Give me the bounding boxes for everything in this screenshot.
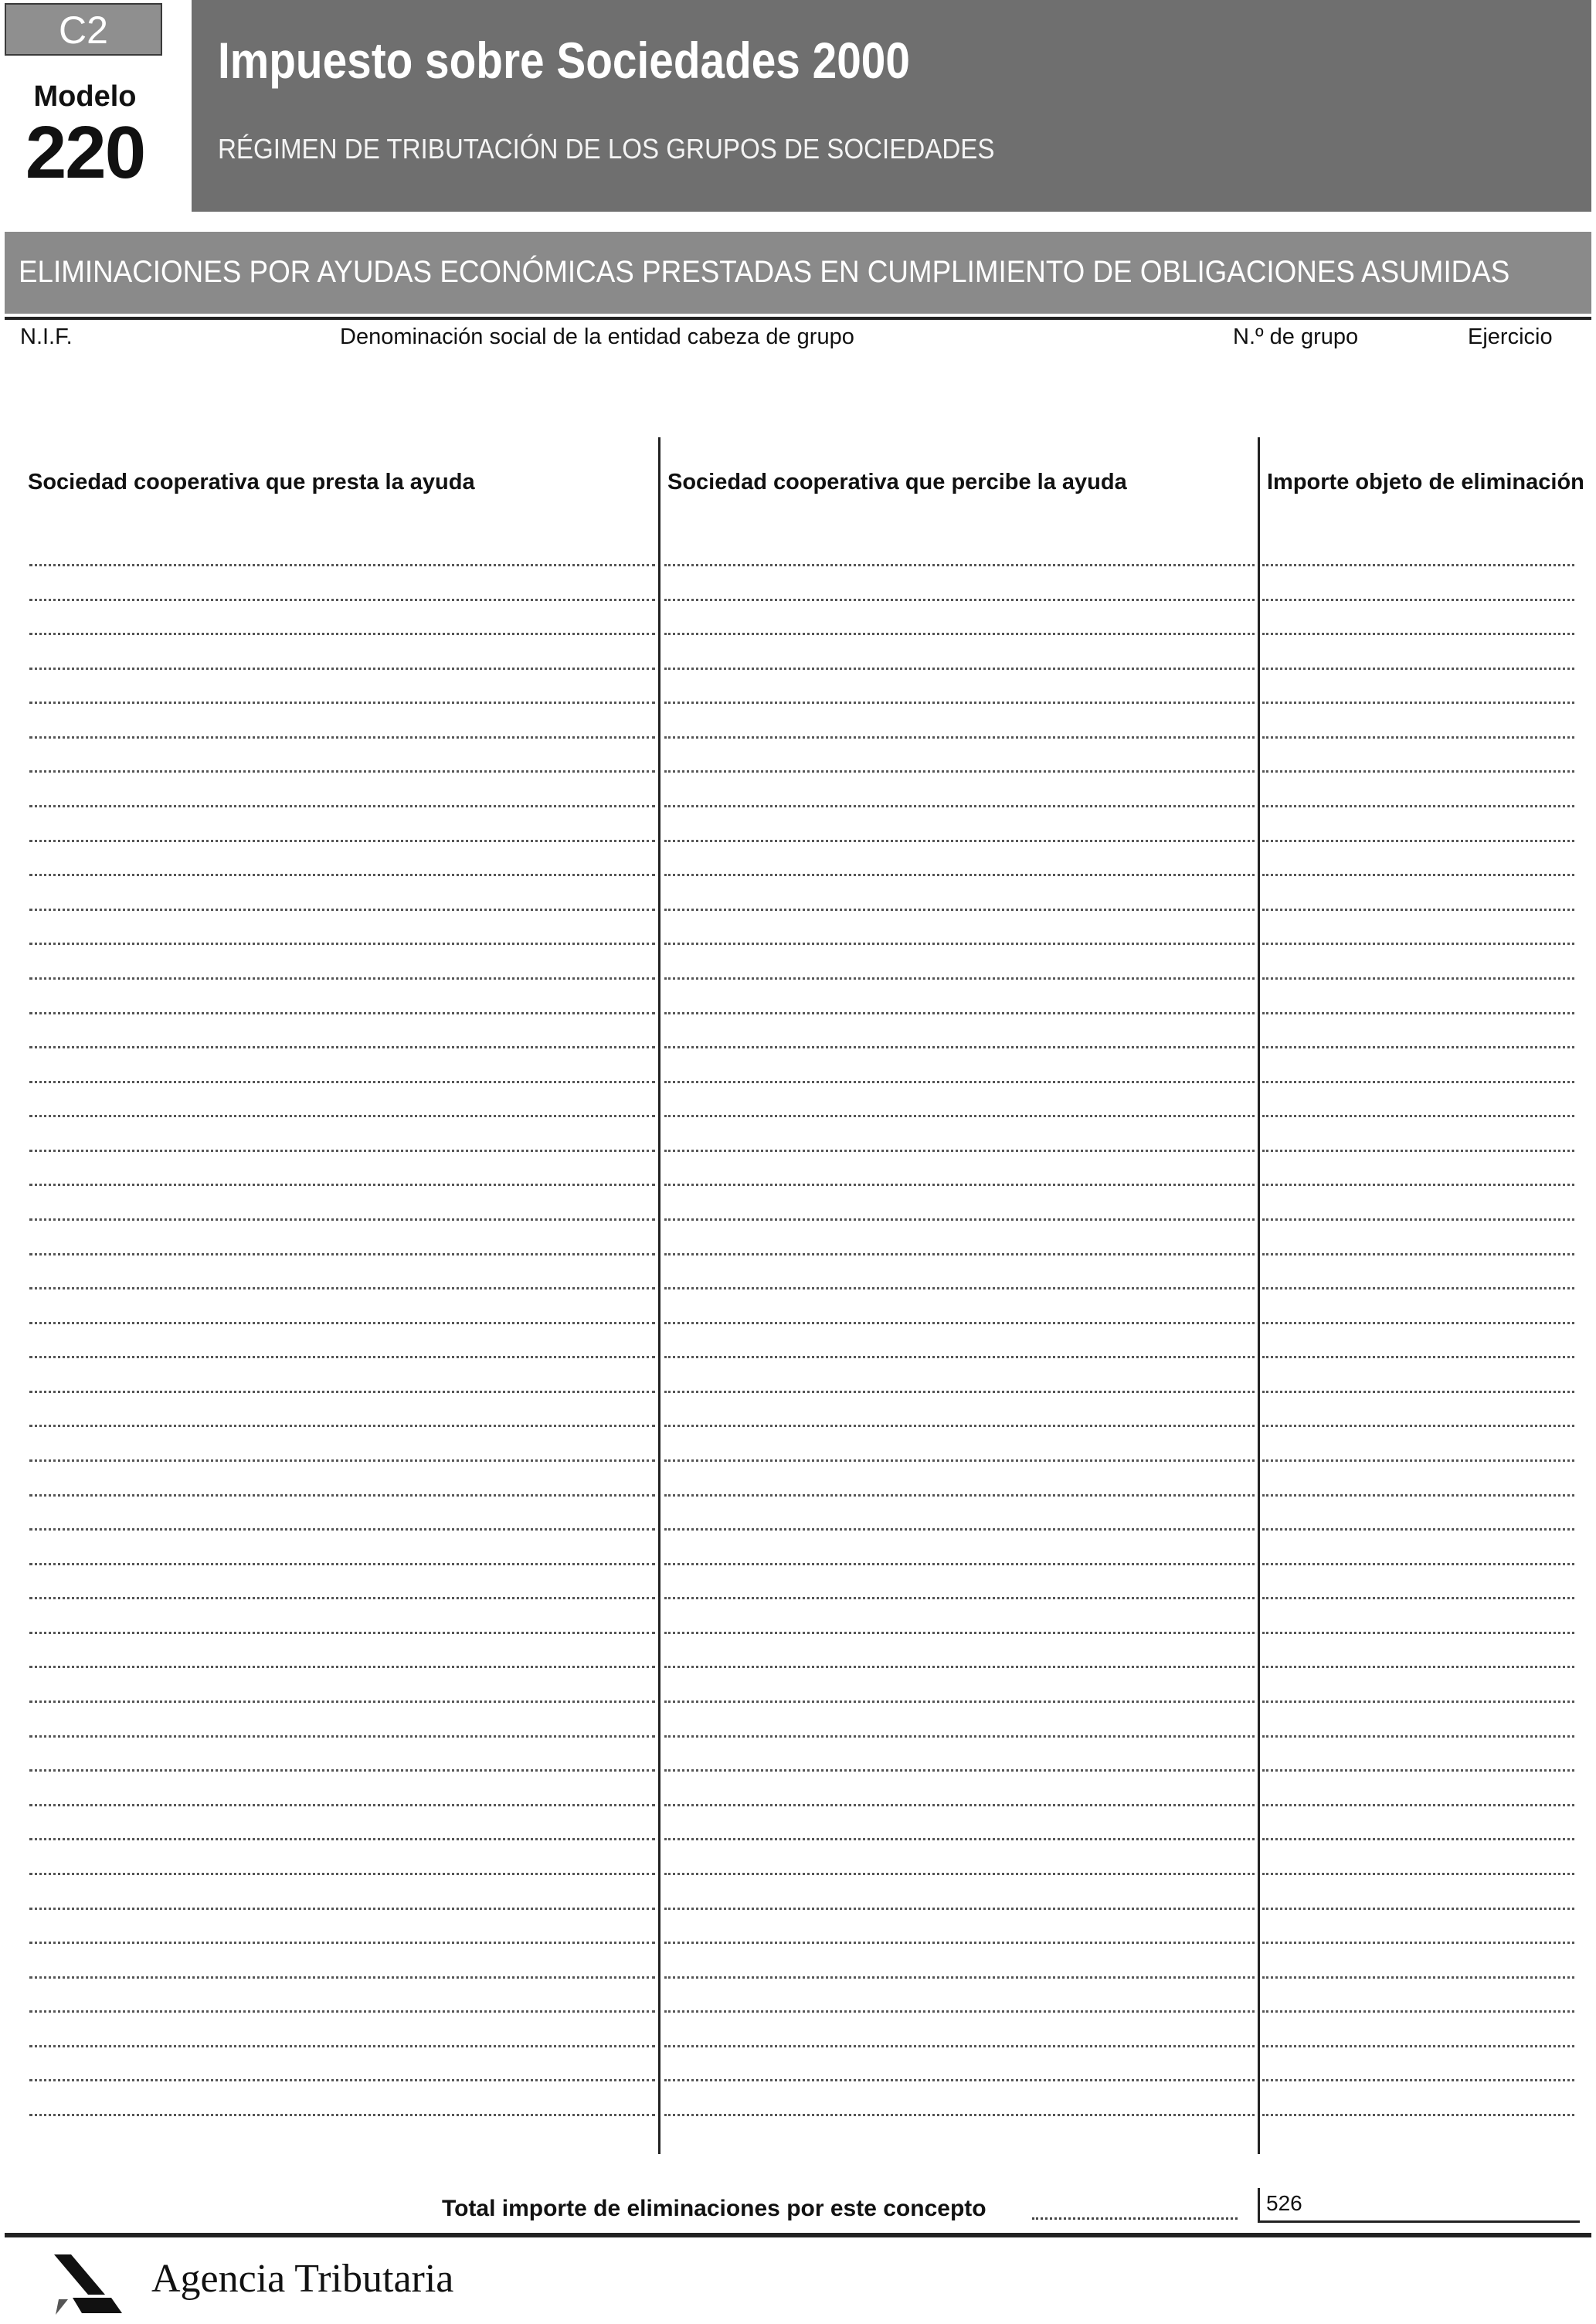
- presta-entry-line[interactable]: [29, 1012, 655, 1014]
- importe-entry-line[interactable]: [1262, 1769, 1574, 1772]
- percibe-entry-line[interactable]: [664, 564, 1255, 566]
- importe-entry-line[interactable]: [1262, 702, 1574, 704]
- percibe-entry-line[interactable]: [664, 1838, 1255, 1840]
- importe-entry-line[interactable]: [1262, 1322, 1574, 1324]
- percibe-entry-line[interactable]: [664, 1115, 1255, 1117]
- presta-entry-line[interactable]: [29, 1459, 655, 1462]
- presta-entry-line[interactable]: [29, 1184, 655, 1186]
- agency-name: Agencia Tributaria: [151, 2257, 454, 2301]
- importe-entry-line[interactable]: [1262, 1184, 1574, 1186]
- importe-entry-line[interactable]: [1262, 1425, 1574, 1427]
- total-box-code: 526: [1266, 2191, 1302, 2215]
- importe-entry-line[interactable]: [1262, 909, 1574, 911]
- percibe-entry-line[interactable]: [664, 736, 1255, 739]
- percibe-entry-line[interactable]: [664, 1735, 1255, 1738]
- percibe-entry-line[interactable]: [664, 633, 1255, 635]
- presta-entry-line[interactable]: [29, 1528, 655, 1531]
- presta-entry-line[interactable]: [29, 1701, 655, 1703]
- importe-entry-line[interactable]: [1262, 2010, 1574, 2013]
- presta-entry-line[interactable]: [29, 736, 655, 739]
- percibe-entry-line[interactable]: [664, 770, 1255, 773]
- importe-entry-line[interactable]: [1262, 2079, 1574, 2081]
- percibe-entry-line[interactable]: [664, 1528, 1255, 1531]
- column-header-percibe: Sociedad cooperativa que percibe la ayuda: [667, 470, 1127, 494]
- presta-entry-line[interactable]: [29, 1769, 655, 1772]
- importe-entry-line[interactable]: [1262, 1218, 1574, 1221]
- percibe-entry-line[interactable]: [664, 840, 1255, 842]
- column-divider: [658, 437, 660, 2154]
- presta-entry-line[interactable]: [29, 2079, 655, 2081]
- form-subtitle: RÉGIMEN DE TRIBUTACIÓN DE LOS GRUPOS DE SOCIEDADES: [218, 133, 995, 165]
- importe-entry-line[interactable]: [1262, 1563, 1574, 1565]
- presta-entry-line[interactable]: [29, 770, 655, 773]
- presta-entry-line[interactable]: [29, 909, 655, 911]
- form-code-box: [5, 3, 162, 56]
- percibe-entry-line[interactable]: [664, 1873, 1255, 1875]
- presta-entry-line[interactable]: [29, 1253, 655, 1255]
- presta-entry-line[interactable]: [29, 943, 655, 945]
- importe-entry-line[interactable]: [1262, 1908, 1574, 1910]
- section-bar: [5, 232, 1591, 314]
- percibe-entry-line[interactable]: [664, 1046, 1255, 1048]
- importe-entry-line[interactable]: [1262, 1701, 1574, 1703]
- presta-entry-line[interactable]: [29, 1838, 655, 1840]
- presta-entry-line[interactable]: [29, 1632, 655, 1634]
- column-header-importe: Importe objeto de eliminación: [1267, 470, 1584, 494]
- percibe-entry-line[interactable]: [664, 702, 1255, 704]
- presta-entry-line[interactable]: [29, 564, 655, 566]
- percibe-entry-line[interactable]: [664, 1632, 1255, 1634]
- importe-entry-line[interactable]: [1262, 1804, 1574, 1806]
- importe-entry-line[interactable]: [1262, 1873, 1574, 1875]
- total-label: Total importe de eliminaciones por este concepto: [442, 2196, 986, 2221]
- importe-entry-line[interactable]: [1262, 1115, 1574, 1117]
- percibe-entry-line[interactable]: [664, 2045, 1255, 2047]
- presta-entry-line[interactable]: [29, 1115, 655, 1117]
- nif-label: N.I.F.: [20, 324, 73, 349]
- column-header-presta: Sociedad cooperativa que presta la ayuda: [28, 470, 475, 494]
- presta-entry-line[interactable]: [29, 1287, 655, 1289]
- presta-entry-line[interactable]: [29, 1150, 655, 1152]
- percibe-entry-line[interactable]: [664, 1081, 1255, 1083]
- percibe-entry-line[interactable]: [664, 1253, 1255, 1255]
- percibe-entry-line[interactable]: [664, 2114, 1255, 2116]
- percibe-entry-line[interactable]: [664, 1942, 1255, 1944]
- percibe-entry-line[interactable]: [664, 805, 1255, 807]
- importe-entry-line[interactable]: [1262, 1632, 1574, 1634]
- percibe-entry-line[interactable]: [664, 874, 1255, 876]
- presta-entry-line[interactable]: [29, 805, 655, 807]
- presta-entry-line[interactable]: [29, 874, 655, 876]
- importe-entry-line[interactable]: [1262, 1046, 1574, 1048]
- importe-entry-line[interactable]: [1262, 840, 1574, 842]
- percibe-entry-line[interactable]: [664, 1356, 1255, 1358]
- ejercicio-label: Ejercicio: [1468, 324, 1553, 349]
- presta-entry-line[interactable]: [29, 1322, 655, 1324]
- percibe-entry-line[interactable]: [664, 1769, 1255, 1772]
- form-code: C2: [59, 8, 108, 52]
- presta-entry-line[interactable]: [29, 1873, 655, 1875]
- importe-entry-line[interactable]: [1262, 2045, 1574, 2047]
- total-amount-field[interactable]: [1258, 2188, 1580, 2223]
- importe-entry-line[interactable]: [1262, 1150, 1574, 1152]
- percibe-entry-line[interactable]: [664, 909, 1255, 911]
- importe-entry-line[interactable]: [1262, 943, 1574, 945]
- footer-divider: [5, 2233, 1591, 2237]
- section-title: ELIMINACIONES POR AYUDAS ECONÓMICAS PRESTADAS EN CUMPLIMIENTO DE OBLIGACIONES ASUMIDAS: [19, 255, 1510, 289]
- percibe-entry-line[interactable]: [664, 1908, 1255, 1910]
- importe-entry-line[interactable]: [1262, 1735, 1574, 1738]
- total-leader-dots: [1032, 2217, 1238, 2220]
- importe-entry-line[interactable]: [1262, 736, 1574, 739]
- importe-entry-line[interactable]: [1262, 564, 1574, 566]
- importe-entry-line[interactable]: [1262, 633, 1574, 635]
- presta-entry-line[interactable]: [29, 2010, 655, 2013]
- denominacion-label: Denominación social de la entidad cabeza de grupo: [340, 324, 854, 349]
- title-banner: [192, 0, 1591, 212]
- percibe-entry-line[interactable]: [664, 1218, 1255, 1221]
- percibe-entry-line[interactable]: [664, 1012, 1255, 1014]
- percibe-entry-line[interactable]: [664, 1150, 1255, 1152]
- agencia-tributaria-logo-icon: [51, 2250, 125, 2316]
- importe-entry-line[interactable]: [1262, 1287, 1574, 1289]
- importe-entry-line[interactable]: [1262, 805, 1574, 807]
- percibe-entry-line[interactable]: [664, 1666, 1255, 1668]
- importe-entry-line[interactable]: [1262, 1081, 1574, 1083]
- presta-entry-line[interactable]: [29, 1356, 655, 1358]
- percibe-entry-line[interactable]: [664, 599, 1255, 601]
- importe-entry-line[interactable]: [1262, 1838, 1574, 1840]
- percibe-entry-line[interactable]: [664, 1804, 1255, 1806]
- presta-entry-line[interactable]: [29, 1563, 655, 1565]
- importe-entry-line[interactable]: [1262, 1356, 1574, 1358]
- percibe-entry-line[interactable]: [664, 2079, 1255, 2081]
- presta-entry-line[interactable]: [29, 668, 655, 670]
- importe-entry-line[interactable]: [1262, 1494, 1574, 1497]
- presta-entry-line[interactable]: [29, 1976, 655, 1979]
- percibe-entry-line[interactable]: [664, 1976, 1255, 1979]
- presta-entry-line[interactable]: [29, 633, 655, 635]
- importe-entry-line[interactable]: [1262, 977, 1574, 980]
- presta-entry-line[interactable]: [29, 2045, 655, 2047]
- presta-entry-line[interactable]: [29, 1804, 655, 1806]
- percibe-entry-line[interactable]: [664, 1184, 1255, 1186]
- presta-entry-line[interactable]: [29, 977, 655, 980]
- presta-entry-line[interactable]: [29, 1942, 655, 1944]
- percibe-entry-line[interactable]: [664, 1391, 1255, 1393]
- presta-entry-line[interactable]: [29, 840, 655, 842]
- presta-entry-line[interactable]: [29, 1908, 655, 1910]
- presta-entry-line[interactable]: [29, 1218, 655, 1221]
- percibe-entry-line[interactable]: [664, 1425, 1255, 1427]
- group-number-label: N.º de grupo: [1233, 324, 1359, 349]
- percibe-entry-line[interactable]: [664, 1459, 1255, 1462]
- presta-entry-line[interactable]: [29, 599, 655, 601]
- form-title: Impuesto sobre Sociedades 2000: [218, 32, 910, 89]
- percibe-entry-line[interactable]: [664, 1322, 1255, 1324]
- percibe-entry-line[interactable]: [664, 943, 1255, 945]
- importe-entry-line[interactable]: [1262, 1666, 1574, 1668]
- section-divider: [5, 317, 1591, 320]
- presta-entry-line[interactable]: [29, 2114, 655, 2116]
- importe-entry-line[interactable]: [1262, 1012, 1574, 1014]
- presta-entry-line[interactable]: [29, 1081, 655, 1083]
- importe-entry-line[interactable]: [1262, 1942, 1574, 1944]
- importe-entry-line[interactable]: [1262, 599, 1574, 601]
- presta-entry-line[interactable]: [29, 1494, 655, 1497]
- presta-entry-line[interactable]: [29, 1597, 655, 1599]
- percibe-entry-line[interactable]: [664, 2010, 1255, 2013]
- percibe-entry-line[interactable]: [664, 1597, 1255, 1599]
- importe-entry-line[interactable]: [1262, 1528, 1574, 1531]
- presta-entry-line[interactable]: [29, 1735, 655, 1738]
- importe-entry-line[interactable]: [1262, 1391, 1574, 1393]
- percibe-entry-line[interactable]: [664, 977, 1255, 980]
- importe-entry-line[interactable]: [1262, 1976, 1574, 1979]
- importe-entry-line[interactable]: [1262, 770, 1574, 773]
- presta-entry-line[interactable]: [29, 1425, 655, 1427]
- percibe-entry-line[interactable]: [664, 1494, 1255, 1497]
- presta-entry-line[interactable]: [29, 1391, 655, 1393]
- importe-entry-line[interactable]: [1262, 1597, 1574, 1599]
- column-divider: [1258, 437, 1260, 2154]
- percibe-entry-line[interactable]: [664, 1287, 1255, 1289]
- presta-entry-line[interactable]: [29, 702, 655, 704]
- importe-entry-line[interactable]: [1262, 2114, 1574, 2116]
- presta-entry-line[interactable]: [29, 1666, 655, 1668]
- importe-entry-line[interactable]: [1262, 874, 1574, 876]
- percibe-entry-line[interactable]: [664, 668, 1255, 670]
- importe-entry-line[interactable]: [1262, 1459, 1574, 1462]
- percibe-entry-line[interactable]: [664, 1701, 1255, 1703]
- importe-entry-line[interactable]: [1262, 1253, 1574, 1255]
- percibe-entry-line[interactable]: [664, 1563, 1255, 1565]
- modelo-label: Modelo: [33, 80, 137, 113]
- presta-entry-line[interactable]: [29, 1046, 655, 1048]
- importe-entry-line[interactable]: [1262, 668, 1574, 670]
- modelo-number: 220: [25, 111, 145, 194]
